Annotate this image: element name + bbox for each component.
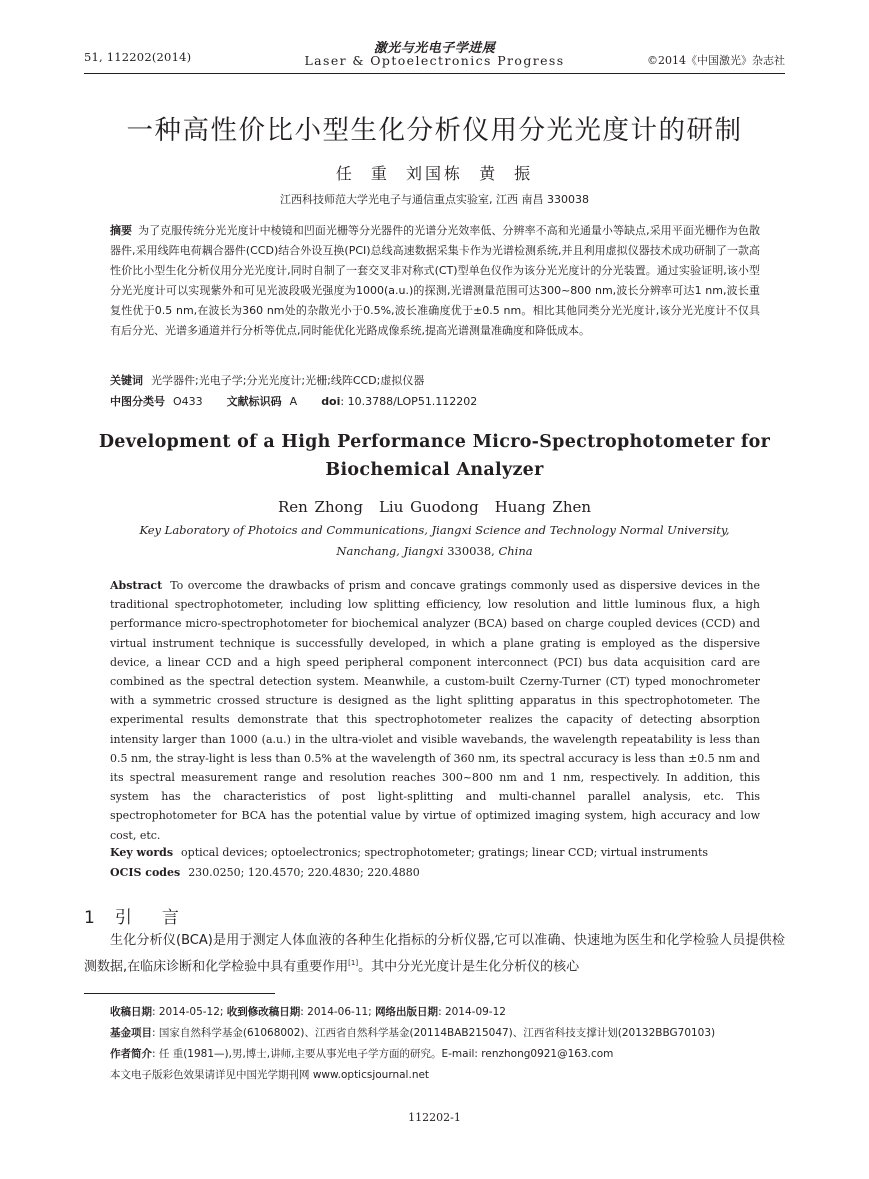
ocis-label: OCIS codes: [110, 866, 181, 879]
footnote-dates: [110, 1004, 790, 1019]
affiliation-en-line1: Key Laboratory of Photoics and Communications, Jiangxi Science and Technology Normal University,: [139, 523, 730, 537]
authors-en: [0, 498, 869, 516]
keywords-cn-label: 关键词: [110, 374, 143, 387]
body-text-part1: 生化分析仪(BCA)是用于测定人体血液的各种生化指标的分析仪器,它可以准确、快速地为医生和化学检验人员提供检测数据,在临床诊断和化学检验中具有重要作用: [84, 933, 785, 975]
header-journal-title-en: Laser & Optoelectronics Progress: [304, 53, 565, 68]
paper-title-cn: 一种高性价比小型生化分析仪用分光光度计的研制: [126, 115, 743, 146]
abstract-en-label: Abstract: [110, 579, 163, 592]
keywords-en-text: optical devices; optoelectronics; spectrophotometer; gratings; linear CCD; virtual instruments: [181, 846, 709, 859]
paper-title-en: Development of a High Performance Micro-Spectrophotometer for Biochemical Analyzer: [98, 432, 771, 480]
affiliation-en-city: Nanchang, Jiangxi: [336, 544, 444, 558]
clc-value: O433: [173, 395, 203, 408]
footnote-funding: [110, 1025, 790, 1040]
abstract-en: [110, 576, 760, 845]
abstract-cn: [110, 221, 760, 341]
section-body-text: [84, 929, 785, 978]
received-label: 收稿日期: [110, 1006, 152, 1018]
affiliation-en: [100, 520, 769, 562]
section-title: 引言: [114, 908, 209, 928]
clc-label: 中图分类号: [110, 395, 165, 408]
footnote-rule: [84, 993, 275, 994]
abstract-cn-label: 摘要: [110, 224, 133, 237]
affiliation-cn: 江西科技师范大学光电子与通信重点实验室, 江西 南昌 330038: [280, 193, 589, 206]
doc-code-label: 文献标识码: [226, 395, 282, 408]
keywords-en: [110, 846, 760, 859]
header-volume-info: 51, 112202(2014): [84, 50, 192, 64]
abstract-en-text: To overcome the drawbacks of prism and concave gratings commonly used as dispersive devices in the traditional spectrophotometer, including low splitting efficiency, low resolution and little luminous flux, a high performance micro-spectrophotometer for biochemical analyzer (BCA) based on charge coupled devices (CCD) and virtual instrument technique is successfully developed, in which a plane grating is employed as the dispersive device, a linear CCD and a high speed peripheral component interconnect (PCI) bus data acquisition card are combined as the spectral detection system. Meanwhile, a custom-built Czerny-Turner (CT) typed monochrometer with a symmetric crossed structure is designed as the light splitting apparatus in this spectrophotometer. The experimental results demonstrate that this spectrophotometer realizes the capacity of detecting absorption intensity larger than 1000 (a.u.) in the ultra-violet and visible wavebands, the wavelength repeatability is less than 0.5 nm, the stray-light is less than 0.5% at the wavelength of 360 nm, its spectral accuracy is less than ±0.5 nm and its spectral measurement range and resolution reaches 300~800 nm and 1 nm, respectively. In addition, this system has the characteristics of post light-splitting and multi-channel parallel analysis, etc. This spectrophotometer for BCA has the potential value by virtue of optimized imaging system, high accuracy and low cost, etc.: [110, 579, 760, 842]
funding-text: : 国家自然科学基金(61068002)、江西省自然科学基金(20114BAB215047)、江西省科技支撑计划(20132BBG70103): [152, 1027, 716, 1039]
doi-label: doi: [321, 395, 341, 408]
section-number: 1: [84, 908, 97, 928]
header-journal-title-cn: 激光与光电子学进展: [373, 41, 496, 56]
section-heading: [84, 903, 209, 928]
affiliation-en-country: China: [498, 544, 533, 558]
affiliation-en-line2: [100, 541, 769, 562]
doi-value: : 10.3788/LOP51.112202: [340, 395, 478, 408]
footnote-color-note: 本文电子版彩色效果请详见中国光学期刊网 www.opticsjournal.net: [110, 1069, 430, 1081]
header-copyright: ©2014《中国激光》杂志社: [647, 54, 785, 67]
footnote-author: [110, 1046, 790, 1061]
revised-date: : 2014-06-11;: [300, 1006, 376, 1018]
funding-label: 基金项目: [110, 1027, 152, 1039]
authors-cn: 任 重 刘国栋 黄 振: [335, 164, 534, 183]
affiliation-en-postcode: 330038,: [443, 544, 499, 558]
online-label: 网络出版日期: [375, 1006, 439, 1018]
ocis-codes: [110, 866, 760, 879]
citation-ref[interactable]: [1]: [348, 959, 359, 967]
doc-code-value: A: [289, 395, 298, 408]
online-date: : 2014-09-12: [438, 1006, 506, 1018]
header-rule: [84, 73, 785, 74]
author-en: Ren Zhong: [277, 498, 363, 516]
classification-cn: [110, 393, 760, 409]
page-number: 112202-1: [408, 1111, 461, 1124]
author-bio-text: : 任 重(1981—),男,博士,讲师,主要从事光电子学方面的研究。E-mail: renzhong0921@163.com: [152, 1048, 614, 1060]
ocis-text: 230.0250; 120.4570; 220.4830; 220.4880: [188, 866, 420, 879]
received-date: : 2014-05-12;: [152, 1006, 227, 1018]
author-bio-label: 作者简介: [110, 1048, 152, 1060]
abstract-cn-text: 为了克服传统分光光度计中棱镜和凹面光栅等分光器件的光谱分光效率低、分辨率不高和光通量小等缺点,采用平面光栅作为色散器件,采用线阵电荷耦合器件(CCD)结合外设互换(PCI)总线高速数据采集卡作为光谱检测系统,并且利用虚拟仪器技术成功研制了一款高性价比小型生化分析仪用分光光度计,同时自制了一套交叉非对称式(CT)型单色仪作为该分光光度计的分光装置。通过实验证明,该小型分光光度计可以实现紫外和可见光波段吸光强度为1000(a.u.)的探测,光谱测量范围可达300~800 nm,波长分辨率可达1 nm,波长重复性优于0.5 nm,在波长为360 nm处的杂散光小于0.5%,波长准确度优于±0.5 nm。相比其他同类分光光度计,该分光光度计不仅具有后分光、光谱多通道并行分析等优点,同时能优化光路成像系统,提高光谱测量准确度和降低成本。: [110, 224, 760, 337]
author-en: Liu Guodong: [378, 498, 479, 516]
keywords-en-label: Key words: [110, 846, 174, 859]
keywords-cn: [110, 372, 760, 388]
keywords-cn-text: 光学器件;光电子学;分光光度计;光栅;线阵CCD;虚拟仪器: [151, 374, 425, 387]
author-en: Huang Zhen: [494, 498, 592, 516]
body-text-part2: 。其中分光光度计是生化分析仪的核心: [358, 959, 580, 975]
revised-label: 收到修改稿日期: [226, 1006, 301, 1018]
